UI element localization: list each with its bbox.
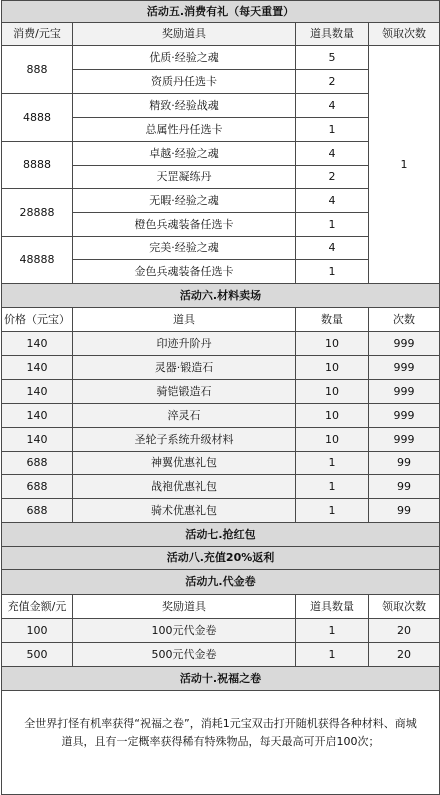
times-cell: 99 [369, 452, 440, 475]
reward-item: 金色兵魂装备任选卡 [73, 260, 296, 284]
col-header-price: 价格（元宝） [2, 308, 73, 332]
price-cell: 140 [2, 380, 73, 404]
times-cell: 999 [369, 380, 440, 404]
price-cell: 8888 [2, 142, 73, 189]
activity-table [1, 0, 440, 795]
table-row [2, 619, 440, 643]
col-header-claims: 领取次数 [369, 23, 440, 46]
quantity-cell: 4 [296, 189, 369, 213]
section-title-red-packet: 活动七.抢红包 [2, 523, 440, 547]
table-row [2, 356, 440, 380]
price-cell: 140 [2, 428, 73, 452]
quantity-cell: 1 [296, 452, 369, 475]
col-header-reward: 奖励道具 [73, 23, 296, 46]
quantity-cell: 1 [296, 213, 369, 237]
quantity-cell: 10 [296, 356, 369, 380]
item-cell: 淬灵石 [73, 404, 296, 428]
price-cell: 4888 [2, 94, 73, 142]
col-header-quantity: 道具数量 [296, 595, 369, 619]
price-cell: 48888 [2, 237, 73, 284]
blessing-scroll-description: 全世界打怪有机率获得“祝福之卷”，消耗1元宝双击打开随机获得各种材料、商城道具，且有一定概率获得稀有特殊物品，每天最高可开启100次； [2, 691, 440, 795]
quantity-cell: 10 [296, 404, 369, 428]
reward-item: 总属性丹任选卡 [73, 118, 296, 142]
item-cell: 骑铠锻造石 [73, 380, 296, 404]
amount-cell: 500 [2, 643, 73, 667]
amount-cell: 100 [2, 619, 73, 643]
claims-cell: 20 [369, 619, 440, 643]
quantity-cell: 1 [296, 475, 369, 499]
quantity-cell: 4 [296, 237, 369, 260]
quantity-cell: 1 [296, 643, 369, 667]
item-cell: 神翼优惠礼包 [73, 452, 296, 475]
price-cell: 140 [2, 356, 73, 380]
table-row [2, 475, 440, 499]
table-row [2, 380, 440, 404]
col-header-quantity: 数量 [296, 308, 369, 332]
table-row [2, 499, 440, 523]
quantity-cell: 10 [296, 380, 369, 404]
quantity-cell: 10 [296, 332, 369, 356]
col-header-times: 次数 [369, 308, 440, 332]
quantity-cell: 1 [296, 619, 369, 643]
col-header-quantity: 道具数量 [296, 23, 369, 46]
section-title-voucher: 活动九.代金卷 [2, 570, 440, 595]
item-cell: 印迹升阶丹 [73, 332, 296, 356]
item-cell: 战袍优惠礼包 [73, 475, 296, 499]
price-cell: 888 [2, 46, 73, 94]
section-title-consume-reward: 活动五.消费有礼（每天重置） [2, 1, 440, 23]
section-title-material-shop: 活动六.材料卖场 [2, 284, 440, 308]
table-row [2, 46, 440, 70]
price-cell: 28888 [2, 189, 73, 237]
item-cell: 圣轮子系统升级材料 [73, 428, 296, 452]
section-title-recharge-rebate: 活动八.充值20%返利 [2, 547, 440, 570]
price-cell: 688 [2, 499, 73, 523]
quantity-cell: 2 [296, 166, 369, 189]
table-row [2, 404, 440, 428]
claims-cell: 20 [369, 643, 440, 667]
table-row [2, 332, 440, 356]
reward-item: 资质丹任选卡 [73, 70, 296, 94]
quantity-cell: 4 [296, 94, 369, 118]
reward-item: 500元代金卷 [73, 643, 296, 667]
reward-item: 完美·经验之魂 [73, 237, 296, 260]
quantity-cell: 10 [296, 428, 369, 452]
col-header-item: 道具 [73, 308, 296, 332]
col-header-consume: 消费/元宝 [2, 23, 73, 46]
reward-item: 天罡凝练丹 [73, 166, 296, 189]
reward-item: 精致·经验战魂 [73, 94, 296, 118]
times-cell: 99 [369, 499, 440, 523]
quantity-cell: 2 [296, 70, 369, 94]
price-cell: 688 [2, 452, 73, 475]
quantity-cell: 1 [296, 260, 369, 284]
reward-item: 无暇·经验之魂 [73, 189, 296, 213]
col-header-reward: 奖励道具 [73, 595, 296, 619]
quantity-cell: 5 [296, 46, 369, 70]
reward-item: 优质·经验之魂 [73, 46, 296, 70]
reward-item: 卓越·经验之魂 [73, 142, 296, 166]
claims-cell: 1 [369, 46, 440, 284]
price-cell: 140 [2, 332, 73, 356]
quantity-cell: 4 [296, 142, 369, 166]
times-cell: 99 [369, 475, 440, 499]
times-cell: 999 [369, 356, 440, 380]
quantity-cell: 1 [296, 499, 369, 523]
times-cell: 999 [369, 332, 440, 356]
section-title-blessing-scroll: 活动十.祝福之卷 [2, 667, 440, 691]
item-cell: 骑术优惠礼包 [73, 499, 296, 523]
item-cell: 灵器·锻造石 [73, 356, 296, 380]
quantity-cell: 1 [296, 118, 369, 142]
reward-item: 橙色兵魂装备任选卡 [73, 213, 296, 237]
price-cell: 140 [2, 404, 73, 428]
times-cell: 999 [369, 428, 440, 452]
table-row [2, 452, 440, 475]
price-cell: 688 [2, 475, 73, 499]
reward-item: 100元代金卷 [73, 619, 296, 643]
col-header-recharge-amount: 充值金额/元 [2, 595, 73, 619]
table-row [2, 428, 440, 452]
col-header-claims: 领取次数 [369, 595, 440, 619]
table-row [2, 643, 440, 667]
times-cell: 999 [369, 404, 440, 428]
